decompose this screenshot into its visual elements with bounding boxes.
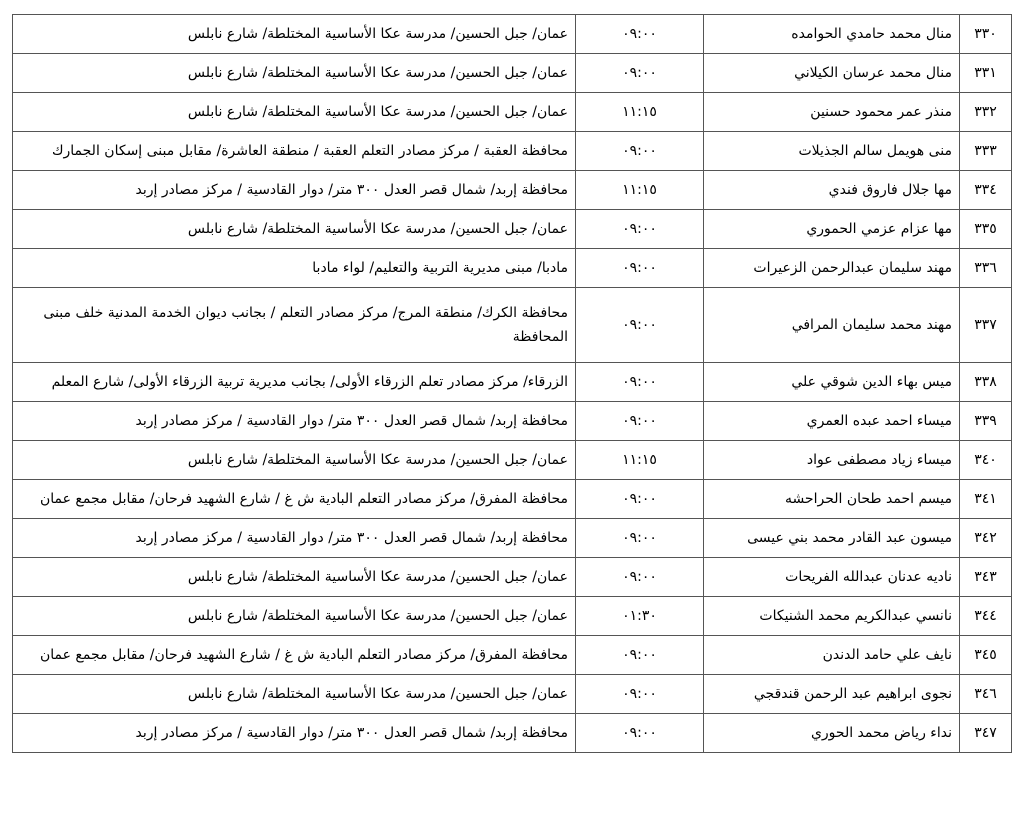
person-name: مهند سليمان عبدالرحمن الزعيرات [704, 249, 960, 288]
table-row [13, 636, 1012, 675]
exam-location: عمان/ جبل الحسين/ مدرسة عكا الأساسية المختلطة/ شارع نابلس [13, 15, 576, 54]
exam-time: ٠٩:٠٠ [576, 210, 704, 249]
exam-location: محافظة المفرق/ مركز مصادر التعلم البادية ش غ / شارع الشهيد فرحان/ مقابل مجمع عمان [13, 480, 576, 519]
exam-location: محافظة إربد/ شمال قصر العدل ٣٠٠ متر/ دوار القادسية / مركز مصادر إربد [13, 714, 576, 753]
row-number: ٣٤٤ [960, 597, 1012, 636]
table-row [13, 363, 1012, 402]
exam-location: عمان/ جبل الحسين/ مدرسة عكا الأساسية المختلطة/ شارع نابلس [13, 558, 576, 597]
table-row [13, 675, 1012, 714]
row-number: ٣٣٦ [960, 249, 1012, 288]
exam-time: ٠٩:٠٠ [576, 519, 704, 558]
row-number: ٣٣٥ [960, 210, 1012, 249]
exam-time: ٠٩:٠٠ [576, 15, 704, 54]
table-row [13, 519, 1012, 558]
table-row [13, 597, 1012, 636]
exam-location: محافظة إربد/ شمال قصر العدل ٣٠٠ متر/ دوار القادسية / مركز مصادر إربد [13, 171, 576, 210]
exam-location: محافظة المفرق/ مركز مصادر التعلم البادية ش غ / شارع الشهيد فرحان/ مقابل مجمع عمان [13, 636, 576, 675]
table-row [13, 441, 1012, 480]
exam-location: عمان/ جبل الحسين/ مدرسة عكا الأساسية المختلطة/ شارع نابلس [13, 597, 576, 636]
person-name: نايف علي حامد الدندن [704, 636, 960, 675]
row-number: ٣٣٣ [960, 132, 1012, 171]
exam-location: عمان/ جبل الحسين/ مدرسة عكا الأساسية المختلطة/ شارع نابلس [13, 54, 576, 93]
exam-time: ٠٩:٠٠ [576, 675, 704, 714]
person-name: ميسون عبد القادر محمد بني عيسى [704, 519, 960, 558]
person-name: ناديه عدنان عبدالله الفريحات [704, 558, 960, 597]
row-number: ٣٣١ [960, 54, 1012, 93]
row-number: ٣٤١ [960, 480, 1012, 519]
exam-location: محافظة الكرك/ منطقة المرج/ مركز مصادر التعلم / بجانب ديوان الخدمة المدنية خلف مبنى المحافظة [13, 288, 576, 363]
exam-location: محافظة إربد/ شمال قصر العدل ٣٠٠ متر/ دوار القادسية / مركز مصادر إربد [13, 519, 576, 558]
row-number: ٣٤٥ [960, 636, 1012, 675]
exam-location: مادبا/ مبنى مديرية التربية والتعليم/ لواء مادبا [13, 249, 576, 288]
exam-time: ٠٩:٠٠ [576, 249, 704, 288]
person-name: ميساء احمد عبده العمري [704, 402, 960, 441]
schedule-table [12, 14, 1012, 753]
exam-location: عمان/ جبل الحسين/ مدرسة عكا الأساسية المختلطة/ شارع نابلس [13, 441, 576, 480]
person-name: مها عزام عزمي الحموري [704, 210, 960, 249]
row-number: ٣٣٢ [960, 93, 1012, 132]
person-name: منذر عمر محمود حسنين [704, 93, 960, 132]
table-row [13, 288, 1012, 363]
table-row [13, 210, 1012, 249]
row-number: ٣٤٣ [960, 558, 1012, 597]
person-name: نانسي عبدالكريم محمد الشنيكات [704, 597, 960, 636]
exam-time: ١١:١٥ [576, 171, 704, 210]
table-row [13, 558, 1012, 597]
row-number: ٣٤٠ [960, 441, 1012, 480]
schedule-body [13, 15, 1012, 753]
person-name: منال محمد عرسان الكيلاني [704, 54, 960, 93]
person-name: نجوى ابراهيم عبد الرحمن قندقجي [704, 675, 960, 714]
person-name: مهند محمد سليمان المرافي [704, 288, 960, 363]
exam-location: محافظة إربد/ شمال قصر العدل ٣٠٠ متر/ دوار القادسية / مركز مصادر إربد [13, 402, 576, 441]
row-number: ٣٣٨ [960, 363, 1012, 402]
exam-time: ٠٩:٠٠ [576, 480, 704, 519]
row-number: ٣٤٢ [960, 519, 1012, 558]
table-row [13, 480, 1012, 519]
exam-location: عمان/ جبل الحسين/ مدرسة عكا الأساسية المختلطة/ شارع نابلس [13, 93, 576, 132]
exam-time: ٠٩:٠٠ [576, 363, 704, 402]
person-name: ميس بهاء الدين شوقي علي [704, 363, 960, 402]
exam-time: ٠٩:٠٠ [576, 714, 704, 753]
person-name: ميساء زياد مصطفى عواد [704, 441, 960, 480]
exam-time: ٠٩:٠٠ [576, 636, 704, 675]
exam-location: الزرقاء/ مركز مصادر تعلم الزرقاء الأولى/ بجانب مديرية تربية الزرقاء الأولى/ شارع المعلم [13, 363, 576, 402]
exam-location: محافظة العقبة / مركز مصادر التعلم العقبة / منطقة العاشرة/ مقابل مبنى إسكان الجمارك [13, 132, 576, 171]
table-row [13, 402, 1012, 441]
table-row [13, 93, 1012, 132]
exam-location: عمان/ جبل الحسين/ مدرسة عكا الأساسية المختلطة/ شارع نابلس [13, 675, 576, 714]
row-number: ٣٣٧ [960, 288, 1012, 363]
table-row [13, 15, 1012, 54]
exam-time: ١١:١٥ [576, 441, 704, 480]
table-row [13, 132, 1012, 171]
exam-time: ٠٩:٠٠ [576, 288, 704, 363]
table-row [13, 54, 1012, 93]
row-number: ٣٣٩ [960, 402, 1012, 441]
table-row [13, 249, 1012, 288]
person-name: منى هويمل سالم الجذيلات [704, 132, 960, 171]
exam-time: ٠٩:٠٠ [576, 54, 704, 93]
row-number: ٣٤٦ [960, 675, 1012, 714]
table-row [13, 714, 1012, 753]
person-name: نداء رياض محمد الحوري [704, 714, 960, 753]
exam-location: عمان/ جبل الحسين/ مدرسة عكا الأساسية المختلطة/ شارع نابلس [13, 210, 576, 249]
person-name: ميسم احمد طحان الحراحشه [704, 480, 960, 519]
exam-time: ١١:١٥ [576, 93, 704, 132]
table-row [13, 171, 1012, 210]
row-number: ٣٤٧ [960, 714, 1012, 753]
row-number: ٣٣٠ [960, 15, 1012, 54]
person-name: مها جلال فاروق فندي [704, 171, 960, 210]
person-name: منال محمد حامدي الحوامده [704, 15, 960, 54]
exam-time: ٠١:٣٠ [576, 597, 704, 636]
exam-time: ٠٩:٠٠ [576, 402, 704, 441]
row-number: ٣٣٤ [960, 171, 1012, 210]
exam-time: ٠٩:٠٠ [576, 132, 704, 171]
exam-time: ٠٩:٠٠ [576, 558, 704, 597]
